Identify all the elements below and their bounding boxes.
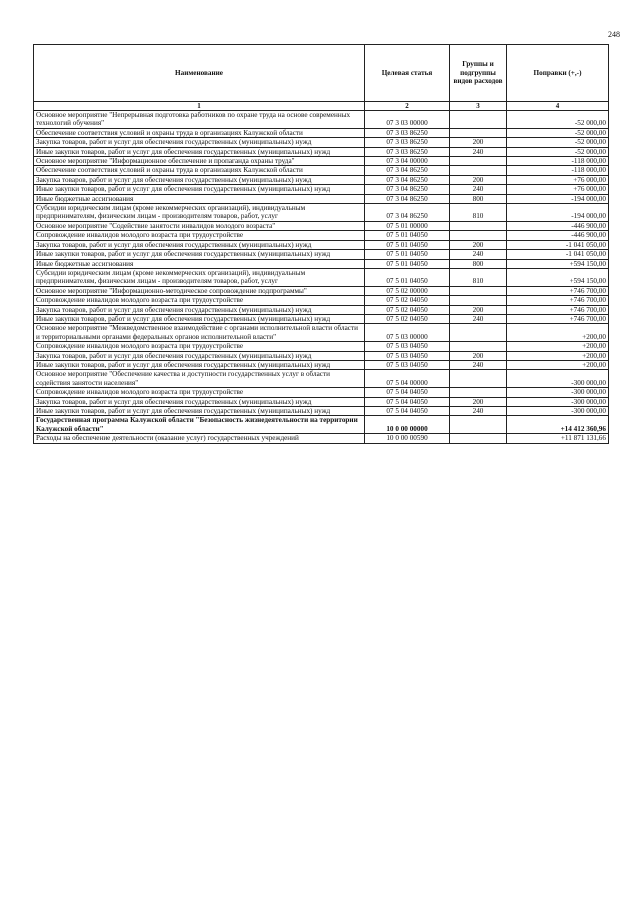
row-name-cell: Основное мероприятие "Межведомственное взаимодействие с органами исполнительной власти области и территориальными органами федеральных органов исполнительной власти" <box>34 324 365 342</box>
row-target-code-cell: 07 3 04 00000 <box>365 157 450 166</box>
row-expense-type-cell <box>450 324 507 342</box>
row-amount-cell: -1 041 050,00 <box>507 240 609 249</box>
row-amount-cell: -300 000,00 <box>507 407 609 416</box>
column-index-row <box>34 102 609 111</box>
row-target-code-cell: 07 5 04 04050 <box>365 388 450 397</box>
row-amount-cell: +746 700,00 <box>507 286 609 295</box>
row-target-code-cell: 07 3 03 86250 <box>365 128 450 137</box>
row-amount-cell: -52 000,00 <box>507 147 609 156</box>
row-name-cell: Основное мероприятие "Непрерывная подготовка работников по охране труда на основе современных технологий обучения" <box>34 111 365 129</box>
row-expense-type-cell <box>450 370 507 388</box>
row-amount-cell: -194 000,00 <box>507 204 609 222</box>
row-expense-type-cell: 200 <box>450 305 507 314</box>
row-target-code-cell: 07 5 02 04050 <box>365 314 450 323</box>
row-name-cell: Сопровождение инвалидов молодого возраста при трудоустройстве <box>34 342 365 351</box>
row-name-cell: Основное мероприятие "Обеспечение качества и доступности государственных услуг в области содействия занятости населения" <box>34 370 365 388</box>
row-target-code-cell: 07 5 01 04050 <box>365 259 450 268</box>
table-row <box>34 138 609 147</box>
row-amount-cell: +594 150,00 <box>507 259 609 268</box>
table-row <box>34 157 609 166</box>
row-expense-type-cell: 240 <box>450 185 507 194</box>
row-name-cell: Закупка товаров, работ и услуг для обеспечения государственных (муниципальных) нужд <box>34 175 365 184</box>
row-target-code-cell: 07 5 02 04050 <box>365 296 450 305</box>
table-row <box>34 250 609 259</box>
row-amount-cell: +76 000,00 <box>507 185 609 194</box>
row-expense-type-cell: 200 <box>450 351 507 360</box>
row-expense-type-cell <box>450 128 507 137</box>
table-row <box>34 370 609 388</box>
row-name-cell: Закупка товаров, работ и услуг для обеспечения государственных (муниципальных) нужд <box>34 305 365 314</box>
column-index: 4 <box>507 102 609 111</box>
row-amount-cell: -52 000,00 <box>507 128 609 137</box>
row-expense-type-cell: 200 <box>450 175 507 184</box>
row-amount-cell: -118 000,00 <box>507 157 609 166</box>
row-amount-cell: -446 900,00 <box>507 221 609 230</box>
row-target-code-cell: 07 5 02 00000 <box>365 286 450 295</box>
row-target-code-cell: 07 3 04 86250 <box>365 185 450 194</box>
table-row <box>34 194 609 203</box>
row-target-code-cell: 07 5 04 04050 <box>365 397 450 406</box>
row-expense-type-cell: 240 <box>450 314 507 323</box>
row-amount-cell: -446 900,00 <box>507 231 609 240</box>
header-name: Наименование <box>34 45 365 102</box>
row-expense-type-cell: 200 <box>450 138 507 147</box>
table-row <box>34 324 609 342</box>
row-target-code-cell: 07 3 04 86250 <box>365 175 450 184</box>
header-amendments: Поправки (+,-) <box>507 45 609 102</box>
row-amount-cell: +746 700,00 <box>507 305 609 314</box>
row-amount-cell: +76 000,00 <box>507 175 609 184</box>
row-target-code-cell: 07 5 01 04050 <box>365 250 450 259</box>
row-target-code-cell: 07 3 04 86250 <box>365 204 450 222</box>
table-row <box>34 128 609 137</box>
row-amount-cell: -118 000,00 <box>507 166 609 175</box>
table-header-row <box>34 45 609 102</box>
table-row <box>34 305 609 314</box>
table-row <box>34 434 609 443</box>
row-amount-cell: -52 000,00 <box>507 138 609 147</box>
row-expense-type-cell <box>450 388 507 397</box>
table-row <box>34 314 609 323</box>
row-expense-type-cell: 800 <box>450 194 507 203</box>
row-name-cell: Закупка товаров, работ и услуг для обеспечения государственных (муниципальных) нужд <box>34 397 365 406</box>
row-name-cell: Иные бюджетные ассигнования <box>34 259 365 268</box>
row-target-code-cell: 10 0 00 00000 <box>365 416 450 434</box>
table-row <box>34 416 609 434</box>
row-expense-type-cell <box>450 296 507 305</box>
row-expense-type-cell: 800 <box>450 259 507 268</box>
row-expense-type-cell <box>450 166 507 175</box>
row-name-cell: Иные закупки товаров, работ и услуг для обеспечения государственных (муниципальных) нужд <box>34 185 365 194</box>
row-amount-cell: -300 000,00 <box>507 397 609 406</box>
row-target-code-cell: 07 3 03 86250 <box>365 147 450 156</box>
table-row <box>34 388 609 397</box>
row-expense-type-cell: 810 <box>450 204 507 222</box>
row-amount-cell: +594 150,00 <box>507 268 609 286</box>
row-name-cell: Обеспечение соответствия условий и охраны труда в организациях Калужской области <box>34 128 365 137</box>
table-row <box>34 166 609 175</box>
budget-amendments-table <box>33 44 609 444</box>
row-name-cell: Закупка товаров, работ и услуг для обеспечения государственных (муниципальных) нужд <box>34 138 365 147</box>
row-name-cell: Основное мероприятие "Информационно-методическое сопровождение подпрограммы" <box>34 286 365 295</box>
table-row <box>34 111 609 129</box>
row-target-code-cell: 07 3 03 86250 <box>365 138 450 147</box>
row-expense-type-cell: 240 <box>450 407 507 416</box>
table-row <box>34 407 609 416</box>
row-amount-cell: +746 700,00 <box>507 314 609 323</box>
row-expense-type-cell <box>450 342 507 351</box>
table-row <box>34 342 609 351</box>
row-expense-type-cell <box>450 286 507 295</box>
row-name-cell: Сопровождение инвалидов молодого возраста при трудоустройстве <box>34 388 365 397</box>
row-amount-cell: +11 871 131,66 <box>507 434 609 443</box>
table-row <box>34 147 609 156</box>
row-name-cell: Иные закупки товаров, работ и услуг для обеспечения государственных (муниципальных) нужд <box>34 314 365 323</box>
table-row <box>34 221 609 230</box>
row-name-cell: Иные бюджетные ассигнования <box>34 194 365 203</box>
row-target-code-cell: 07 3 04 86250 <box>365 166 450 175</box>
table-row <box>34 185 609 194</box>
row-amount-cell: -52 000,00 <box>507 111 609 129</box>
table-row <box>34 351 609 360</box>
row-name-cell: Обеспечение соответствия условий и охраны труда в организациях Калужской области <box>34 166 365 175</box>
row-amount-cell: -194 000,00 <box>507 194 609 203</box>
row-expense-type-cell: 200 <box>450 397 507 406</box>
header-expense-groups: Группы и подгруппы видов расходов <box>450 45 507 102</box>
row-target-code-cell: 07 5 02 04050 <box>365 305 450 314</box>
row-name-cell: Иные закупки товаров, работ и услуг для обеспечения государственных (муниципальных) нужд <box>34 360 365 369</box>
row-target-code-cell: 07 5 04 00000 <box>365 370 450 388</box>
row-expense-type-cell: 240 <box>450 250 507 259</box>
row-expense-type-cell: 240 <box>450 360 507 369</box>
row-target-code-cell: 07 5 01 04050 <box>365 268 450 286</box>
row-expense-type-cell <box>450 221 507 230</box>
row-target-code-cell: 07 5 03 04050 <box>365 360 450 369</box>
row-target-code-cell: 07 5 01 04050 <box>365 240 450 249</box>
table-row <box>34 268 609 286</box>
row-amount-cell: +200,00 <box>507 351 609 360</box>
table-row <box>34 231 609 240</box>
row-expense-type-cell <box>450 157 507 166</box>
row-expense-type-cell <box>450 231 507 240</box>
row-amount-cell: +200,00 <box>507 360 609 369</box>
row-name-cell: Субсидии юридическим лицам (кроме некоммерческих организаций), индивидуальным предпринимателям, физическим лицам - производителям товаров, работ, услуг <box>34 204 365 222</box>
row-amount-cell: -1 041 050,00 <box>507 250 609 259</box>
row-amount-cell: +14 412 360,96 <box>507 416 609 434</box>
row-name-cell: Закупка товаров, работ и услуг для обеспечения государственных (муниципальных) нужд <box>34 240 365 249</box>
row-name-cell: Государственная программа Калужской области "Безопасность жизнедеятельности на территории Калужской области" <box>34 416 365 434</box>
row-target-code-cell: 07 5 03 04050 <box>365 342 450 351</box>
row-expense-type-cell: 200 <box>450 240 507 249</box>
row-target-code-cell: 07 5 01 04050 <box>365 231 450 240</box>
row-name-cell: Субсидии юридическим лицам (кроме некоммерческих организаций), индивидуальным предпринимателям, физическим лицам - производителям товаров, работ, услуг <box>34 268 365 286</box>
row-name-cell: Расходы на обеспечение деятельности (оказание услуг) государственных учреждений <box>34 434 365 443</box>
column-index: 2 <box>365 102 450 111</box>
row-expense-type-cell: 810 <box>450 268 507 286</box>
table-row <box>34 296 609 305</box>
row-amount-cell: -300 000,00 <box>507 388 609 397</box>
table-body <box>34 111 609 444</box>
row-name-cell: Основное мероприятие "Содействие занятости инвалидов молодого возраста" <box>34 221 365 230</box>
row-amount-cell: +200,00 <box>507 324 609 342</box>
row-expense-type-cell <box>450 416 507 434</box>
row-amount-cell: -300 000,00 <box>507 370 609 388</box>
row-name-cell: Закупка товаров, работ и услуг для обеспечения государственных (муниципальных) нужд <box>34 351 365 360</box>
row-name-cell: Иные закупки товаров, работ и услуг для обеспечения государственных (муниципальных) нужд <box>34 147 365 156</box>
table-row <box>34 360 609 369</box>
table-row <box>34 175 609 184</box>
row-name-cell: Иные закупки товаров, работ и услуг для обеспечения государственных (муниципальных) нужд <box>34 407 365 416</box>
row-expense-type-cell <box>450 434 507 443</box>
row-target-code-cell: 07 5 03 00000 <box>365 324 450 342</box>
page-number: 248 <box>608 30 620 39</box>
row-name-cell: Сопровождение инвалидов молодого возраста при трудоустройстве <box>34 231 365 240</box>
column-index: 3 <box>450 102 507 111</box>
row-name-cell: Иные закупки товаров, работ и услуг для обеспечения государственных (муниципальных) нужд <box>34 250 365 259</box>
row-target-code-cell: 07 5 04 04050 <box>365 407 450 416</box>
row-target-code-cell: 10 0 00 00590 <box>365 434 450 443</box>
row-expense-type-cell <box>450 111 507 129</box>
row-name-cell: Сопровождение инвалидов молодого возраста при трудоустройстве <box>34 296 365 305</box>
row-target-code-cell: 07 3 04 86250 <box>365 194 450 203</box>
header-target-article: Целевая статья <box>365 45 450 102</box>
column-index: 1 <box>34 102 365 111</box>
row-amount-cell: +200,00 <box>507 342 609 351</box>
row-target-code-cell: 07 5 03 04050 <box>365 351 450 360</box>
row-target-code-cell: 07 5 01 00000 <box>365 221 450 230</box>
row-name-cell: Основное мероприятие "Информационное обеспечение и пропаганда охраны труда" <box>34 157 365 166</box>
table-row <box>34 240 609 249</box>
row-amount-cell: +746 700,00 <box>507 296 609 305</box>
row-expense-type-cell: 240 <box>450 147 507 156</box>
table-row <box>34 204 609 222</box>
row-target-code-cell: 07 3 03 00000 <box>365 111 450 129</box>
table-row <box>34 259 609 268</box>
table-row <box>34 397 609 406</box>
table-row <box>34 286 609 295</box>
